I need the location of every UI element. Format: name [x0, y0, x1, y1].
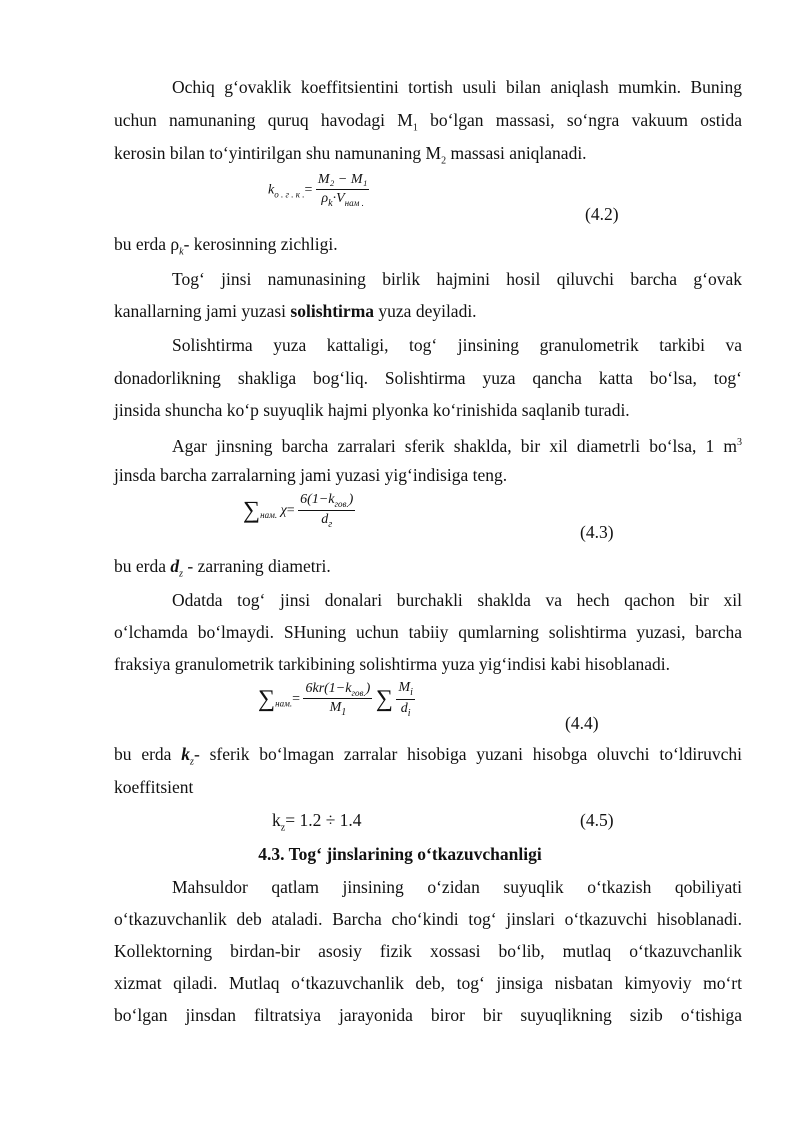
text-line: jinsida shuncha ko‘p suyuqlik hajmi plyonka ko‘rinishida saqlanib turadi. [114, 400, 630, 420]
text-line: bo‘lgan jinsdan filtratsiya jarayonida biror bir suyuqlikning sizib o‘tishiga [114, 1005, 742, 1025]
text-line: kanallarning jami yuzasi solishtirma yuza deyiladi. [114, 301, 477, 321]
text-line: fraksiya granulometrik tarkibining solishtirma yuza yig‘indisi kabi hisoblanadi. [114, 654, 671, 674]
text-line: o‘tkazuvchanlik deb ataladi. Barcha cho‘kindi tog‘ jinslari o‘tkazuvchi hisoblanadi. [114, 909, 742, 929]
text-line: Ochiq g‘ovaklik koeffitsientini tortish usuli bilan aniqlash mumkin. Buning [172, 77, 742, 97]
text-line: Mahsuldor qatlam jinsining o‘zidan suyuqlik o‘tkazish qobiliyati [172, 877, 742, 897]
text-line: Tog‘ jinsi namunasining birlik hajmini hosil qiluvchi barcha g‘ovak [172, 269, 742, 289]
equation-number: (4.3) [580, 522, 614, 542]
text-line: kerosin bilan to‘yintirilgan shu namunaning $M_2$ massasi aniqlanadi. [114, 143, 587, 167]
section-heading: 4.3. Tog‘ jinslarining o‘tkazuvchanligi [258, 844, 542, 864]
text-line: Odatda tog‘ jinsi donalari burchakli shaklda va hech qachon bir xil [172, 590, 742, 610]
text-line: Solishtirma yuza kattaligi, tog‘ jinsining granulometrik tarkibi va [172, 335, 742, 355]
equation-number: (4.5) [580, 810, 614, 830]
formula-4-5: $k_z= 1.2 \div 1.4$ [272, 810, 362, 834]
equation-number: (4.2) [585, 204, 619, 224]
formula-4-4: $\sum_{нам.}=$ $\frac{6kr(1-k_{гов.})}{M_1}$ ∑ $\frac{M_i}{d_i}$ [258, 680, 413, 719]
text-line: Agar jinsning barcha zarralari sferik shaklda, bir xil diametrli bo‘lsa, 1 $m^3$ [172, 435, 742, 456]
text-line: uchun namunaning quruq havodagi $M_1$ bo‘lgan massasi, so‘ngra vakuum ostida [114, 110, 742, 134]
equation-number: (4.4) [565, 713, 599, 733]
text-line: xizmat qiladi. Mutlaq o‘tkazuvchanlik deb, tog‘ jinsiga nisbatan kimyoviy mo‘rt [114, 973, 742, 993]
text-line: o‘lchamda bo‘lmaydi. SHuning uchun tabiiy qumlarning solishtirma yuzasi, barcha [114, 622, 742, 642]
text-line: jinsda barcha zarralarning jami yuzasi yig‘indisiga teng. [114, 465, 508, 485]
formula-4-3: $\sum_{нам.}$ χ= $\frac{6(1-k_{гов.})}{d_г}$ [243, 492, 354, 530]
text-line: Kollektorning birdan-bir asosiy fizik xossasi bo‘lib, mutlaq o‘tkazuvchanlik [114, 941, 742, 961]
text-line: donadorlikning shakliga bog‘liq. Solishtirma yuza qancha katta bo‘lsa, tog‘ [114, 368, 742, 388]
text-line: bu erda $k_z-$ sferik bo‘lmagan zarralar hisobiga yuzani hisobga oluvchi to‘ldiruvchi [114, 744, 742, 768]
formula-4-2: $k_{o . г . к .}=$ $\frac{\text{M₂ − M₁}}{\rho_k\cdot V_{нам .}}$ [268, 172, 368, 209]
text-line: bu erda $d_z$ - zarraning diametri. [114, 556, 331, 580]
text-line: bu erda $\rho_k-$ kerosinning zichligi. [114, 234, 338, 258]
text-line: koeffitsient [114, 777, 194, 797]
